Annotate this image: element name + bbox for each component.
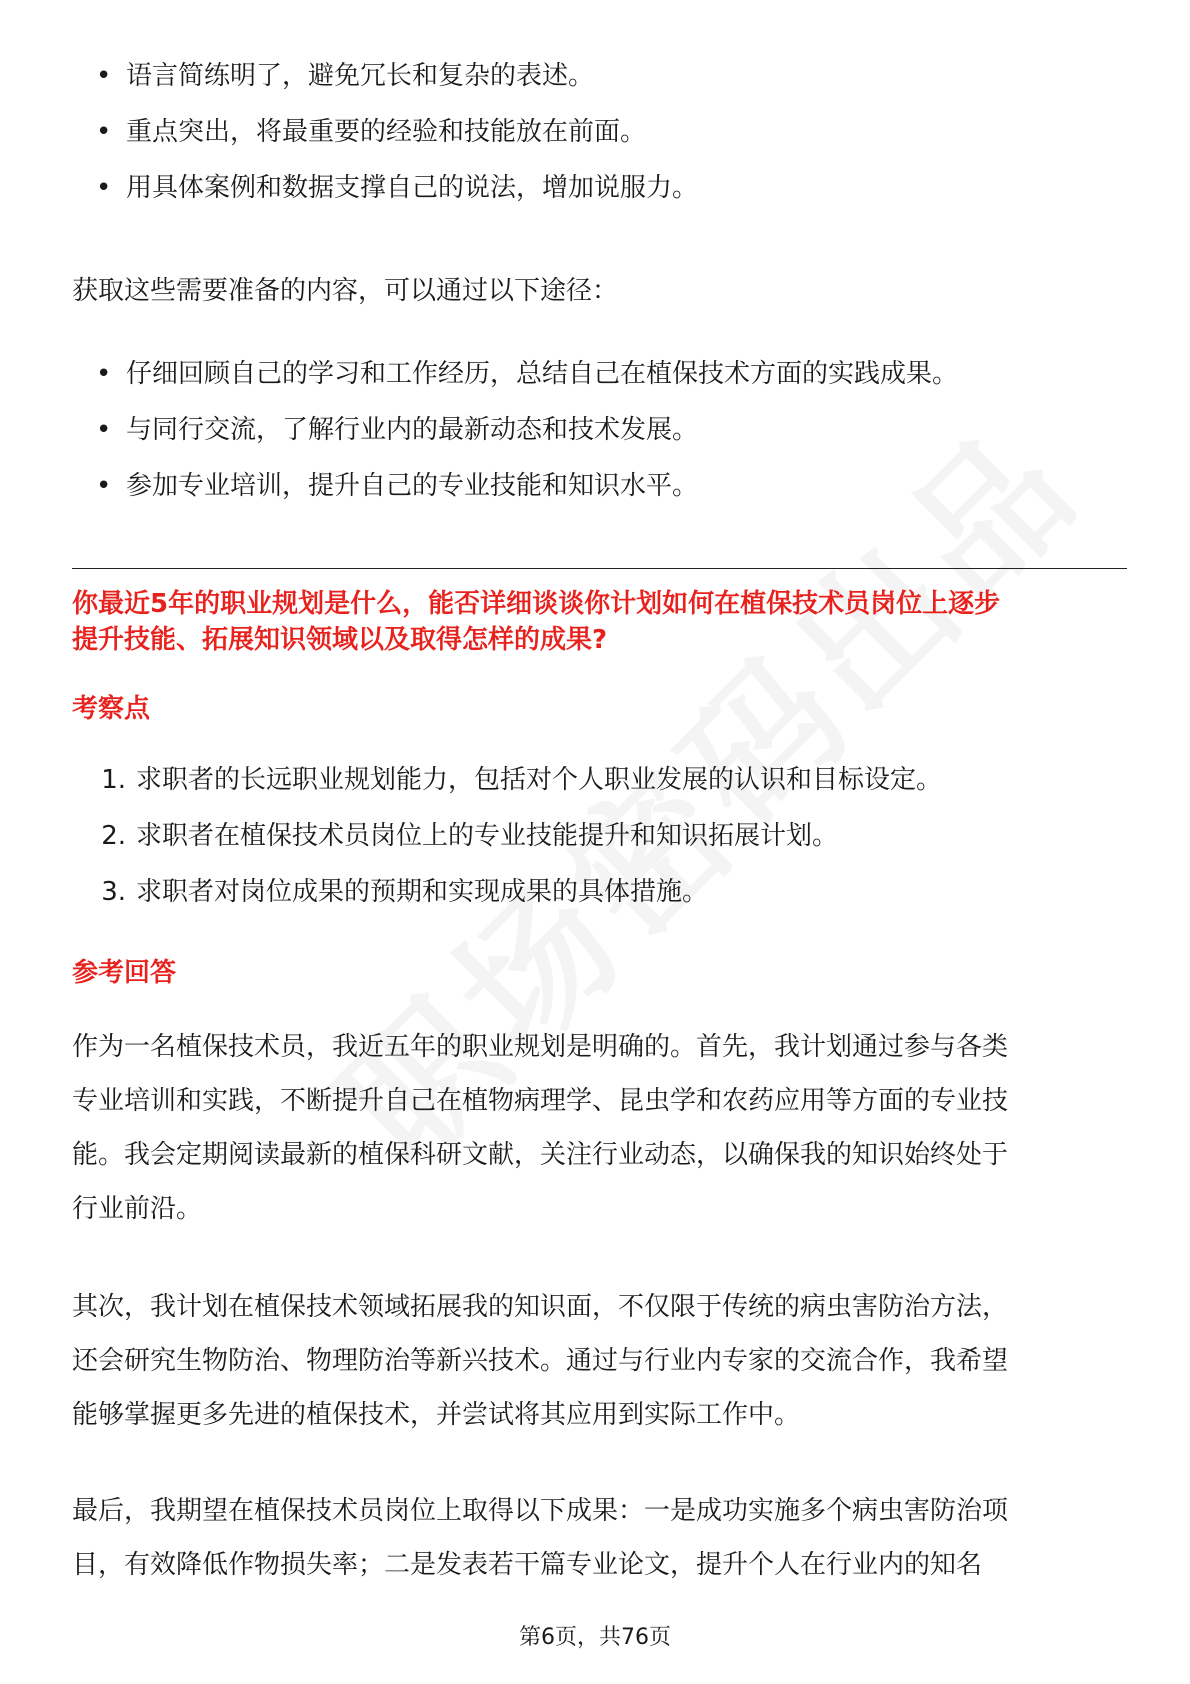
section-divider [72,568,1127,569]
assessment-list [80,752,1120,920]
answer-paragraph-2: 其次，我计划在植保技术领域拓展我的知识面，不仅限于传统的病虫害防治方法， 还会研究生物防治、物理防治等新兴技术。通过与行业内专家的交流合作，我希望 能够掌握更多先进的植保技术，并尝试将其应用到实际工作中。 [72,1292,1009,1430]
list-item: 1. 求职者的长远职业规划能力，包括对个人职业发展的认识和目标设定。 [101,765,943,795]
list-item: • 重点突出，将最重要的经验和技能放在前面。 [90,104,1120,160]
answer-paragraph-1: 作为一名植保技术员，我近五年的职业规划是明确的。首先，我计划通过参与各类 专业培训和实践，不断提升自己在植物病理学、昆虫学和农药应用等方面的专业技 能。我会定期阅读最新的植保科研文献，关注行业动态，以确保我的知识始终处于 行业前沿。 [72,1032,1009,1224]
list-item: • 参加专业培训，提升自己的专业技能和知识水平。 [90,458,1120,514]
list-item: 3. 求职者对岗位成果的预期和实现成果的具体措施。 [101,877,709,907]
list-item: • 语言简练明了，避免冗长和复杂的表述。 [90,48,1120,104]
prep-bullet-list [90,346,1120,514]
question-line: 提升技能、拓展知识领域以及取得怎样的成果? [72,625,608,655]
assessment-label: 考察点 [72,694,151,724]
question-heading [72,586,1132,658]
answer-paragraph-3: 最后，我期望在植保技术员岗位上取得以下成果：一是成功实施多个病虫害防治项 目，有效降低作物损失率；二是发表若干篇专业论文，提升个人在行业内的知名 [72,1496,1009,1580]
list-item: • 仔细回顾自己的学习和工作经历，总结自己在植保技术方面的实践成果。 [90,346,1120,402]
list-item: • 用具体案例和数据支撑自己的说法，增加说服力。 [90,160,1120,216]
prep-intro-text: 获取这些需要准备的内容，可以通过以下途径： [72,276,619,306]
answer-label: 参考回答 [72,958,177,988]
list-item: • 与同行交流，了解行业内的最新动态和技术发展。 [90,402,1120,458]
question-line: 你最近5年的职业规划是什么，能否详细谈谈你计划如何在植保技术员岗位上逐步 [72,589,1001,619]
list-item: 2. 求职者在植保技术员岗位上的专业技能提升和知识拓展计划。 [101,821,839,851]
page-number: 第6页，共76页 [519,1625,671,1650]
intro-bullet-list [90,48,1120,216]
